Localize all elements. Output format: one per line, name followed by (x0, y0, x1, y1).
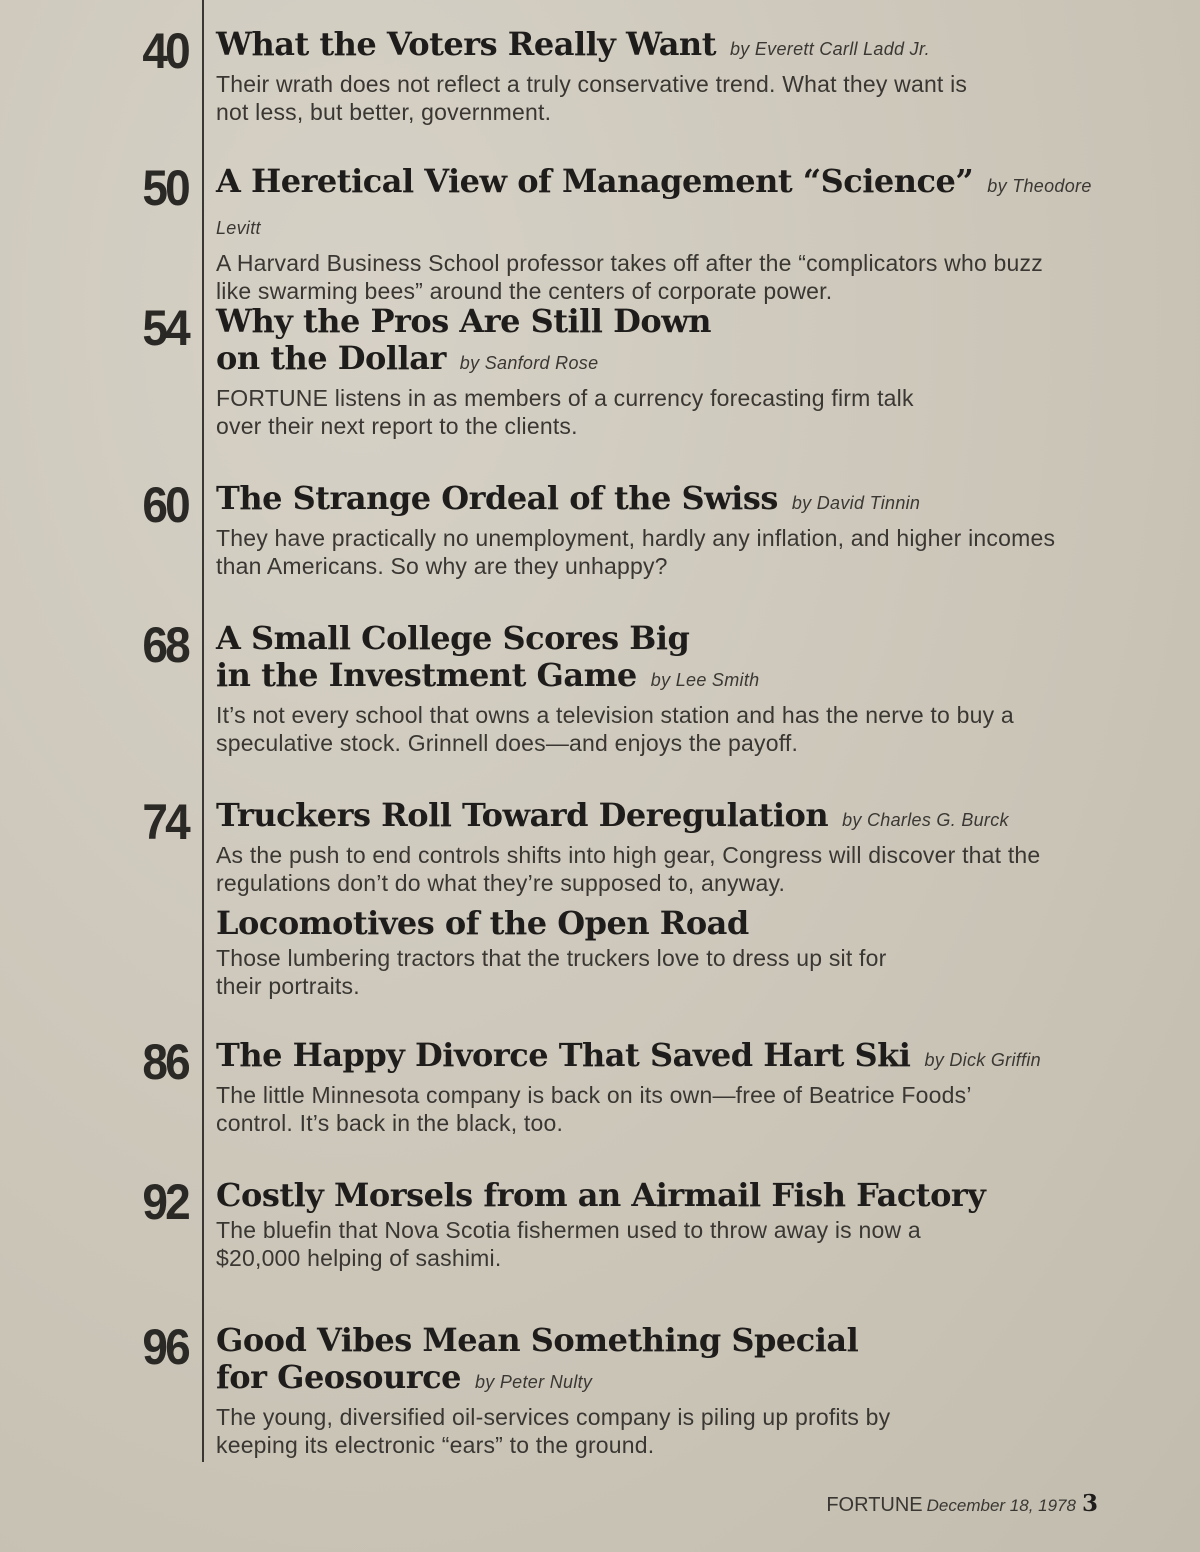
page-number: 68 (142, 617, 188, 673)
page-footer (826, 1490, 1098, 1517)
folio-page-number: 3 (1081, 1490, 1098, 1517)
page-number: 92 (142, 1174, 188, 1230)
article-title-continued[interactable]: on the Dollar by Sanford Rose (216, 339, 599, 377)
byline: by Sanford Rose (459, 353, 599, 373)
byline: by Theodore Levitt (216, 176, 1092, 238)
article-description: A Harvard Business School professor takes off after the “complicators who buzz like swarming bees” around the centers of corporate power. (216, 250, 1043, 304)
page-number: 40 (142, 23, 188, 79)
article-title[interactable]: The Happy Divorce That Saved Hart Ski by Dick Griffin (216, 1036, 1041, 1074)
article-description: FORTUNE listens in as members of a currency forecasting firm talk over their next report to the clients. (216, 385, 914, 439)
byline: by Peter Nulty (474, 1372, 593, 1392)
byline: by Dick Griffin (924, 1050, 1041, 1070)
article-title[interactable]: Why the Pros Are Still Down (216, 302, 711, 340)
sub-article-description: Those lumbering tractors that the truckers love to dress up sit for their portraits. (216, 945, 887, 999)
article-title[interactable]: Truckers Roll Toward Deregulation by Charles G. Burck (216, 796, 1009, 834)
magazine-name: FORTUNE (826, 1494, 923, 1516)
article-description: The bluefin that Nova Scotia fishermen used to throw away is now a $20,000 helping of sashimi. (216, 1217, 921, 1271)
article-description: They have practically no unemployment, hardly any inflation, and higher incomes than Americans. So why are they unhappy? (216, 525, 1056, 579)
article-description: The young, diversified oil-services company is piling up profits by keeping its electronic “ears” to the ground. (216, 1404, 891, 1458)
byline: by Everett Carll Ladd Jr. (729, 39, 930, 59)
article-title[interactable]: A Heretical View of Management “Science” by Theodore Levitt (216, 162, 1092, 238)
page-number: 86 (142, 1034, 188, 1090)
article-title[interactable]: The Strange Ordeal of the Swiss by David Tinnin (216, 479, 921, 517)
sub-article-title[interactable]: Locomotives of the Open Road (216, 904, 749, 942)
page-number: 50 (142, 160, 188, 216)
byline: by Charles G. Burck (842, 810, 1009, 830)
byline: by Lee Smith (650, 670, 760, 690)
page-number: 74 (142, 794, 188, 850)
vertical-rule (202, 0, 204, 1462)
article-title[interactable]: Good Vibes Mean Something Special (216, 1321, 859, 1359)
article-title-continued[interactable]: in the Investment Game by Lee Smith (216, 656, 760, 694)
article-description: It’s not every school that owns a television station and has the nerve to buy a speculative stock. Grinnell does—and enjoys the payoff. (216, 702, 1014, 756)
byline: by David Tinnin (791, 493, 921, 513)
article-description: As the push to end controls shifts into high gear, Congress will discover that the regulations don’t do what they’re supposed to, anyway. (216, 842, 1041, 896)
article-title[interactable]: What the Voters Really Want by Everett Carll Ladd Jr. (216, 25, 930, 63)
issue-date: December 18, 1978 (926, 1496, 1076, 1515)
page-number: 60 (142, 477, 188, 533)
article-description: The little Minnesota company is back on its own—free of Beatrice Foods’ control. It’s back in the black, too. (216, 1082, 971, 1136)
page-number: 96 (142, 1319, 188, 1375)
article-title[interactable]: Costly Morsels from an Airmail Fish Factory (216, 1176, 986, 1214)
page-number: 54 (142, 300, 188, 356)
article-description: Their wrath does not reflect a truly conservative trend. What they want is not less, but better, government. (216, 71, 968, 125)
article-title[interactable]: A Small College Scores Big (216, 619, 690, 657)
article-title-continued[interactable]: for Geosource by Peter Nulty (216, 1358, 593, 1396)
